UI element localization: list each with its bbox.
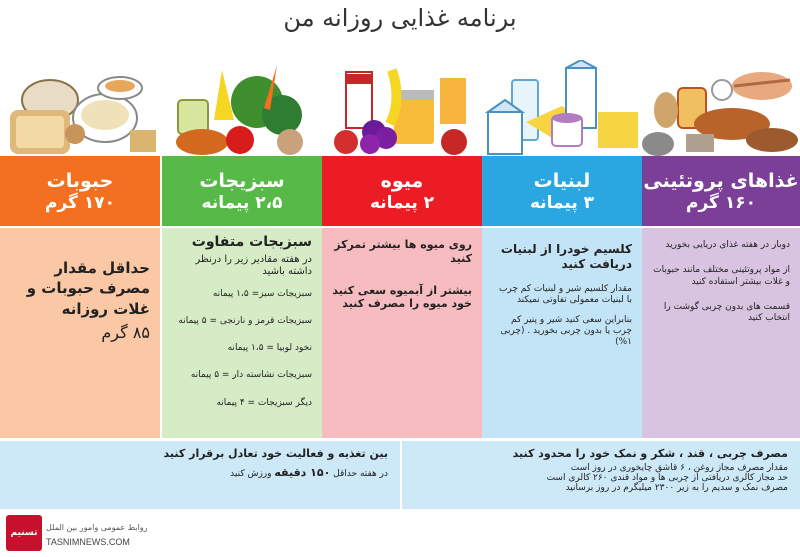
activity-minutes: ۱۵۰ دقیقه — [274, 466, 331, 479]
veg-item: سبزیجات قرمز و نارنجی = ۵ پیمانه — [178, 315, 312, 326]
vegetables-body — [162, 228, 322, 438]
vegetables-header — [162, 156, 322, 226]
vegetables-amount: ۲،۵ پیمانه — [201, 193, 283, 213]
fruit-header — [322, 156, 482, 226]
dairy-heading: کلسیم خودرا از لبنیات دریافت کنید — [500, 242, 632, 271]
veg-item: دیگر سبزیجات = ۴ پیمانه — [216, 397, 312, 408]
fruit-amount: ۲ پیمانه — [369, 193, 435, 213]
grains-value: ۸۵ گرم — [101, 322, 150, 342]
protein-amount: ۱۶۰ گرم — [686, 193, 756, 213]
brand-site: TASNIMNEWS.COM — [46, 537, 130, 547]
brand-strip — [0, 511, 800, 557]
dairy-line1: مقدار کلسیم شیر و لبنیات کم چرب با لبنیات معمولی تفاوتی نمیکند — [498, 284, 632, 306]
page-title: برنامه غذایی روزانه من — [283, 4, 517, 32]
logo-text: تسنیم — [10, 528, 38, 538]
protein-line2: از مواد پروتئینی مختلف مانند حبوبات و غلات بیشتر استفاده کنید — [653, 265, 790, 287]
dairy-name: لبنیات — [533, 170, 591, 192]
footer-activity — [0, 441, 400, 509]
footer-limits — [402, 441, 800, 509]
fruit-name: میوه — [380, 170, 424, 192]
dairy-line2: بنابراین سعی کنید شیر و پنیر کم چرب یا بدون چربی بخورید . (چربی ۱%) — [500, 314, 632, 347]
activity-post: ورزش کنید — [230, 469, 272, 479]
vegetables-illustration — [162, 60, 322, 156]
activity-body — [12, 466, 388, 479]
vegetables-name: سبزیجات — [199, 170, 285, 192]
vegetables-intro: در هفته مقادیر زیر را درنظر داشته باشید — [195, 253, 312, 277]
activity-heading: بین تغذیه و فعالیت خود تعادل برقرار کنید — [163, 447, 388, 460]
protein-line1: دوبار در هفته غذای دریایی بخورید — [665, 240, 790, 250]
activity-pre: در هفته حداقل — [333, 469, 388, 479]
veg-item: سبزیجات سبز= ۱،۵ پیمانه — [212, 288, 312, 299]
veg-item: سبزیجات نشاسته دار = ۵ پیمانه — [190, 370, 312, 381]
dairy-amount: ۳ پیمانه — [529, 193, 595, 213]
fruit-illustration — [322, 60, 482, 156]
vegetables-heading: سبزیجات متفاوت — [191, 234, 312, 250]
protein-body — [642, 228, 800, 438]
veg-item: نخود لوبیا = ۱،۵ پیمانه — [227, 343, 312, 353]
grains-amount: ۱۷۰ گرم — [45, 193, 115, 213]
limits-line3: مصرف نمک و سدیم را به زیر ۲۳۰۰ میلیگرم در روز برسانید — [565, 483, 788, 493]
protein-line3: قسمت های بدون چربی گوشت را انتخاب کنید — [663, 301, 790, 323]
fruit-line2: بیشتر از آبمیوه سعی کنید خود میوه را مصرف کنید — [332, 283, 472, 311]
dairy-body — [482, 228, 642, 438]
grains-illustration — [0, 60, 160, 156]
protein-header — [642, 156, 800, 226]
dairy-header — [482, 156, 642, 226]
limits-line1: مقدار مصرف مجاز روغن ، ۶ قاشق چایخوری در روز است — [570, 463, 788, 473]
fruit-body — [322, 228, 482, 438]
grains-body — [0, 228, 160, 438]
dairy-illustration — [482, 60, 642, 156]
brand-line1: روابط عمومی وامور بین الملل — [46, 523, 148, 532]
tasnim-logo — [6, 515, 42, 551]
protein-name: غذاهای پروتئینی — [643, 170, 799, 192]
grains-header — [0, 156, 160, 226]
limits-heading: مصرف چربی ، قند ، شکر و نمک خود را محدود کنید — [512, 447, 788, 460]
grains-name: حبوبات — [46, 170, 114, 192]
protein-illustration — [642, 60, 800, 156]
grains-text: حداقل مقدار مصرف حبوبات و غلات روزانه — [26, 259, 150, 318]
fruit-line1: روی میوه ها بیشتر تمرکز کنید — [334, 238, 472, 265]
limits-line2: حد مجاز کالری دریافتی از چربی ها و مواد قندی ۲۶۰ کالری است — [546, 473, 788, 483]
